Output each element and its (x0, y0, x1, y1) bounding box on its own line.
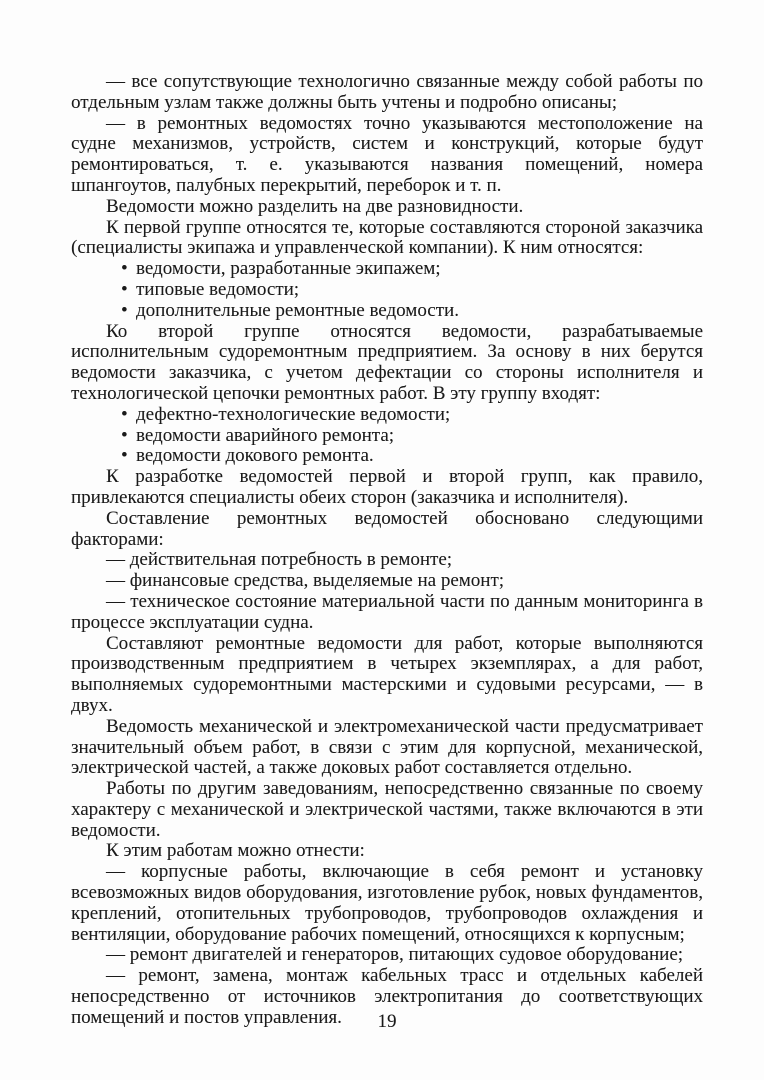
list-item-text: ведомости докового ремонта. (136, 445, 374, 467)
list-item-text: дефектно-технологические ведомости; (136, 403, 451, 425)
paragraph: — все сопутствующие технологично связанные между собой работы по отдельным узлам также должны быть учтены и подробно описаны; (71, 71, 703, 113)
page-text (71, 72, 703, 1029)
bullet-icon: • (121, 278, 128, 300)
list-item (71, 301, 703, 322)
list-item (71, 280, 703, 301)
list-item (71, 259, 703, 280)
paragraph: — ремонт двигателей и генераторов, питающих судовое оборудование; (106, 944, 684, 966)
list-item-text: ведомости, разработанные экипажем; (136, 258, 441, 280)
paragraph: К первой группе относятся те, которые составляются стороной заказчика (специалисты экипажа и управленческой компании). К ним относятся: (71, 216, 703, 259)
paragraph: Ведомость механической и электромеханической части предусматривает значительный объем работ, в связи с этим для корпусной, механической, электрической частей, а также доковых работ составляется отдельно. (71, 715, 703, 779)
paragraph: Ко второй группе относятся ведомости, разрабатываемые исполнительным судоремонтным предприятием. За основу в них берутся ведомости заказчика, с учетом дефектации со стороны исполнителя и технологической цепочки ремонтных работ. В эту группу входят: (71, 320, 703, 404)
bullet-icon: • (121, 424, 128, 446)
page-number: 19 (377, 1011, 397, 1032)
paragraph: Составление ремонтных ведомостей обосновано следующими факторами: (71, 507, 703, 550)
paragraph: Ведомости можно разделить на две разновидности. (106, 195, 524, 217)
bullet-icon: • (121, 258, 128, 280)
paragraph: — в ремонтных ведомостях точно указываются местоположение на судне механизмов, устройств, систем и конструкций, которые будут ремонтироваться, т. е. указываются названия помещений, номера шпангоутов, палубных перекрытий, переборок и т. п. (71, 112, 703, 196)
list-item (71, 426, 703, 447)
paragraph: — техническое состояние материальной части по данным мониторинга в процессе эксплуатации судна. (71, 590, 703, 633)
list-item-text: типовые ведомости; (136, 278, 300, 300)
paragraph: — действительная потребность в ремонте; (106, 549, 453, 571)
paragraph: Составляют ремонтные ведомости для работ, которые выполняются производственным предприятием в четырех экземплярах, а для работ, выполняемых судоремонтными мастерскими и судовыми ресурсами, — в двух. (71, 632, 703, 716)
list-item-text: ведомости аварийного ремонта; (136, 424, 395, 446)
paragraph: К этим работам можно отнести: (106, 840, 365, 862)
bullet-icon: • (121, 299, 128, 321)
list-item-text: дополнительные ремонтные ведомости. (136, 299, 459, 321)
bullet-icon: • (121, 445, 128, 467)
bullet-icon: • (121, 403, 128, 425)
list-item (71, 446, 703, 467)
paragraph: Работы по другим заведованиям, непосредственно связанные по своему характеру с механической и электрической частями, также включаются в эти ведомости. (71, 778, 703, 841)
list-item (71, 405, 703, 426)
paragraph: — финансовые средства, выделяемые на ремонт; (106, 570, 505, 592)
paragraph: — корпусные работы, включающие в себя ремонт и установку всевозможных видов оборудования, изготовление рубок, новых фундаментов, креплений, отопительных трубопроводов, трубопроводов охлаждения и вентиляции, оборудование рабочих помещений, относящихся к корпусным; (71, 861, 703, 945)
paragraph: — ремонт, замена, монтаж кабельных трасс и отдельных кабелей непосредственно от источников электропитания до соответствующих помещений и постов управления. (71, 965, 703, 1028)
paragraph: К разработке ведомостей первой и второй групп, как правило, привлекаются специалисты обеих сторон (заказчика и исполнителя). (71, 466, 703, 508)
